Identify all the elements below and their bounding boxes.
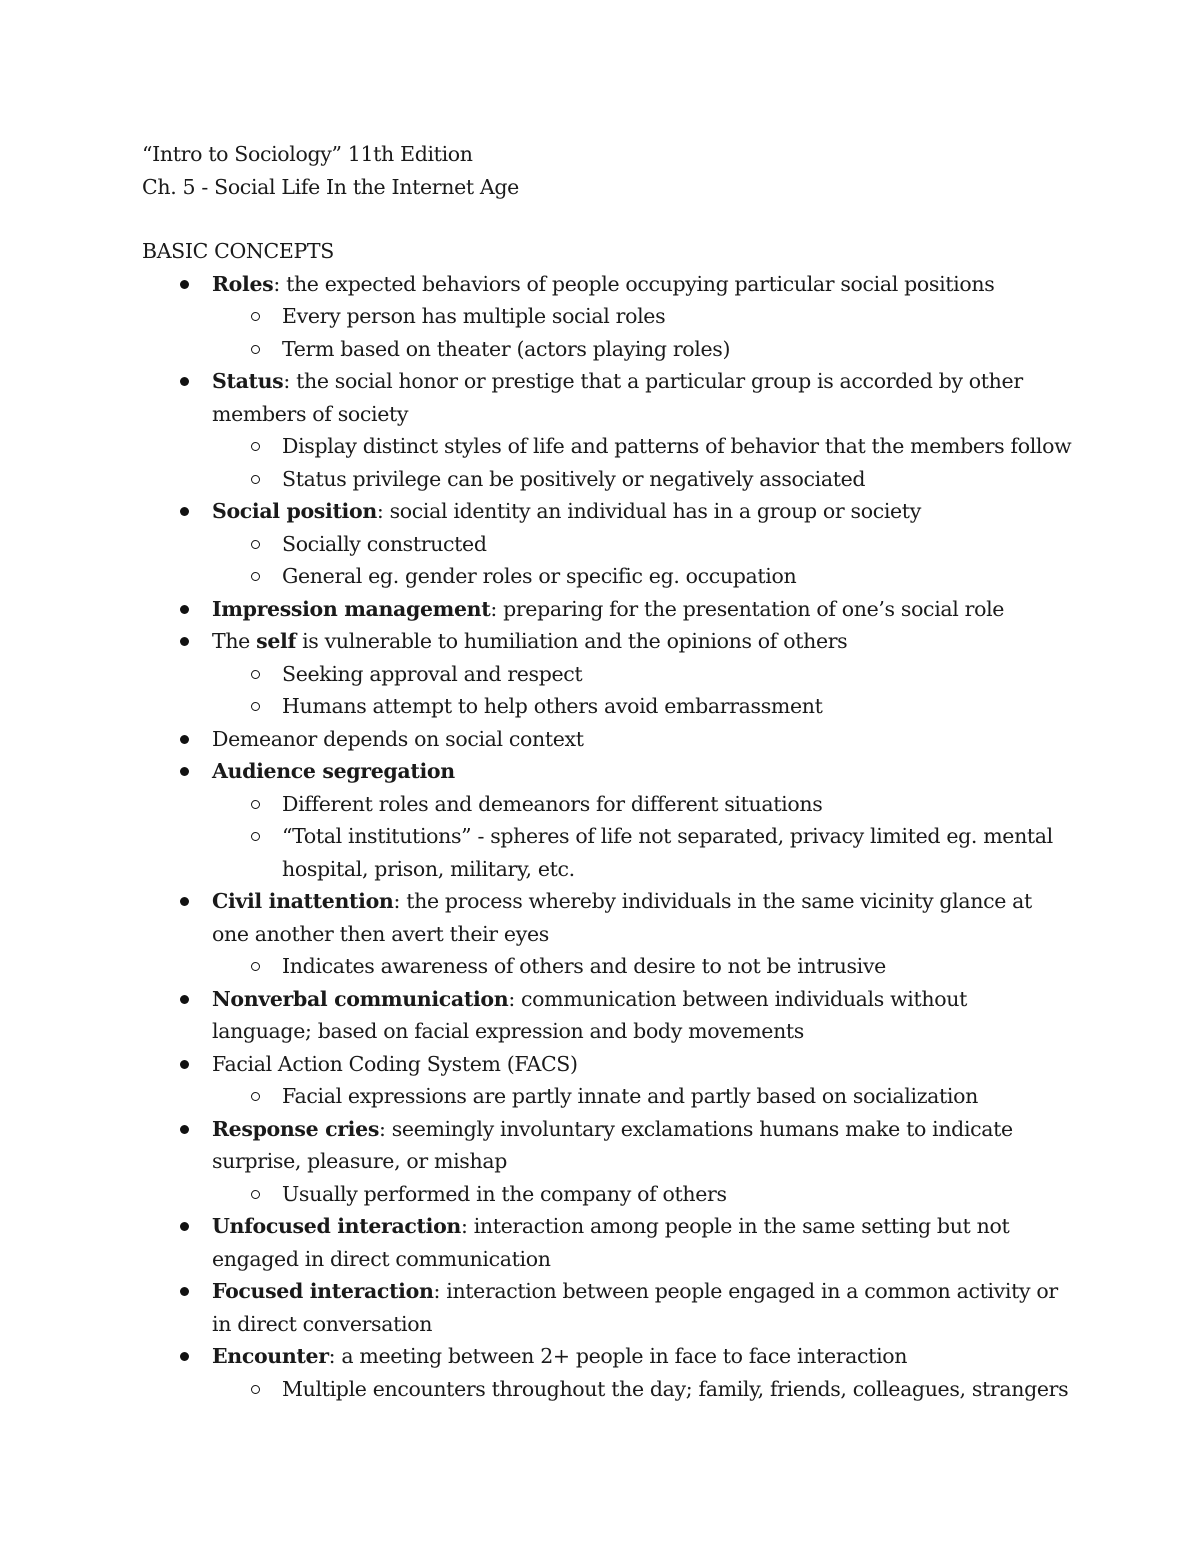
sub-item xyxy=(282,1080,1072,1113)
sub-item xyxy=(282,788,1072,821)
bullet-circle-icon xyxy=(251,1190,260,1199)
bullet-dot-icon xyxy=(180,377,189,386)
bullet-dot-icon xyxy=(180,280,189,289)
bullet-circle-icon xyxy=(251,670,260,679)
bullet-circle-icon xyxy=(251,1385,260,1394)
concept-item xyxy=(212,495,1072,593)
bullet-circle-icon xyxy=(251,702,260,711)
sub-item-text: General eg. gender roles or specific eg. occupation xyxy=(282,564,797,588)
concept-term: Impression management xyxy=(212,596,491,621)
concept-item xyxy=(212,593,1072,626)
sub-list xyxy=(212,300,1072,365)
bullet-circle-icon xyxy=(251,345,260,354)
sub-item-text: Usually performed in the company of others xyxy=(282,1181,727,1206)
sub-item xyxy=(282,1178,1072,1211)
sub-item xyxy=(282,333,1072,366)
sub-item xyxy=(282,1373,1072,1406)
bullet-dot-icon xyxy=(180,637,189,646)
concept-definition: : social identity an individual has in a group or society xyxy=(376,499,921,523)
concept-definition: : communication between individuals without language; based on facial expression and body movements xyxy=(212,986,967,1043)
bullet-dot-icon xyxy=(180,1060,189,1069)
section-heading: BASIC CONCEPTS xyxy=(142,239,334,263)
sub-list xyxy=(212,950,1072,983)
concept-item xyxy=(212,1340,1072,1405)
bullet-circle-icon xyxy=(251,800,260,809)
concept-item xyxy=(212,755,1072,885)
concept-definition: : preparing for the presentation of one’s social role xyxy=(490,596,1005,621)
concept-term: Civil inattention xyxy=(212,889,394,913)
sub-item-text: “Total institutions” - spheres of life not separated, privacy limited eg. mental hospital, prison, military, etc. xyxy=(282,824,1053,881)
sub-item xyxy=(282,528,1072,561)
bullet-circle-icon xyxy=(251,540,260,549)
concept-item xyxy=(212,983,1072,1048)
sub-item-text: Different roles and demeanors for different situations xyxy=(282,791,823,816)
concept-item xyxy=(212,365,1072,495)
sub-item xyxy=(282,950,1072,983)
bullet-dot-icon xyxy=(180,1287,189,1296)
bullet-circle-icon xyxy=(251,962,260,971)
concept-item xyxy=(212,625,1072,723)
concept-term: Roles xyxy=(212,271,274,296)
concept-item xyxy=(212,1210,1072,1275)
sub-list xyxy=(212,1178,1072,1211)
bullet-circle-icon xyxy=(251,572,260,581)
concept-definition: is vulnerable to humiliation and the opinions of others xyxy=(295,629,848,653)
book-title: “Intro to Sociology” 11th Edition xyxy=(142,142,473,166)
sub-item-text: Term based on theater (actors playing roles) xyxy=(282,336,731,361)
sub-list xyxy=(212,528,1072,593)
sub-item xyxy=(282,658,1072,691)
concept-definition: : interaction among people in the same setting but not engaged in direct communication xyxy=(212,1214,1010,1271)
bullet-circle-icon xyxy=(251,442,260,451)
concept-term: self xyxy=(256,629,296,653)
bullet-dot-icon xyxy=(180,605,189,614)
bullet-dot-icon xyxy=(180,1352,189,1361)
concept-item xyxy=(212,1113,1072,1211)
sub-item xyxy=(282,300,1072,333)
concept-definition: : interaction between people engaged in a common activity or in direct conversation xyxy=(212,1279,1058,1336)
sub-item-text: Socially constructed xyxy=(282,531,487,556)
concept-term: Focused interaction xyxy=(212,1279,434,1303)
chapter-title: Ch. 5 - Social Life In the Internet Age xyxy=(142,174,519,199)
bullet-dot-icon xyxy=(180,1222,189,1231)
bullet-circle-icon xyxy=(251,475,260,484)
sub-list xyxy=(212,788,1072,886)
concept-definition: Facial Action Coding System (FACS) xyxy=(212,1051,578,1076)
concept-definition: : the expected behaviors of people occupying particular social positions xyxy=(273,271,995,296)
concept-prefix: The xyxy=(212,629,257,653)
sub-list xyxy=(212,430,1072,495)
concept-definition: : the social honor or prestige that a particular group is accorded by other members of society xyxy=(212,369,1023,426)
concept-definition: : the process whereby individuals in the same vicinity glance at one another then avert their eyes xyxy=(212,889,1032,946)
bullet-dot-icon xyxy=(180,735,189,744)
sub-item-text: Indicates awareness of others and desire to not be intrusive xyxy=(282,954,886,978)
concept-definition: : seemingly involuntary exclamations humans make to indicate surprise, pleasure, or mishap xyxy=(212,1116,1013,1173)
sub-item xyxy=(282,430,1072,463)
sub-item xyxy=(282,820,1072,885)
bullet-dot-icon xyxy=(180,897,189,906)
concept-term: Encounter xyxy=(212,1344,329,1368)
concept-definition: : a meeting between 2+ people in face to face interaction xyxy=(328,1344,908,1368)
bullet-circle-icon xyxy=(251,312,260,321)
sub-item-text: Status privilege can be positively or negatively associated xyxy=(282,466,866,491)
concept-item xyxy=(212,1275,1072,1340)
bullet-circle-icon xyxy=(251,832,260,841)
concept-item xyxy=(212,268,1072,366)
concept-definition: Demeanor depends on social context xyxy=(212,726,584,751)
sub-item xyxy=(282,560,1072,593)
concept-term: Audience segregation xyxy=(212,759,455,783)
concept-term: Unfocused interaction xyxy=(212,1214,461,1238)
sub-list xyxy=(212,1080,1072,1113)
blank-line xyxy=(142,203,1072,235)
sub-list xyxy=(212,658,1072,723)
sub-item-text: Multiple encounters throughout the day; family, friends, colleagues, strangers xyxy=(282,1376,1069,1401)
sub-item xyxy=(282,463,1072,496)
concept-term: Response cries xyxy=(212,1116,380,1141)
concept-term: Nonverbal communication xyxy=(212,986,509,1011)
concept-item xyxy=(212,885,1072,983)
sub-item-text: Facial expressions are partly innate and partly based on socialization xyxy=(282,1084,978,1108)
sub-item-text: Display distinct styles of life and patterns of behavior that the members follow xyxy=(282,434,1072,458)
bullet-circle-icon xyxy=(251,1092,260,1101)
sub-item-text: Seeking approval and respect xyxy=(282,661,583,686)
bullet-dot-icon xyxy=(180,767,189,776)
concept-item xyxy=(212,723,1072,756)
concept-term: Social position xyxy=(212,499,377,523)
document-body xyxy=(142,138,1072,1405)
bullet-dot-icon xyxy=(180,507,189,516)
sub-list xyxy=(212,1373,1072,1406)
sub-item-text: Every person has multiple social roles xyxy=(282,304,666,328)
sub-item-text: Humans attempt to help others avoid embarrassment xyxy=(282,694,823,718)
concept-list xyxy=(142,268,1072,1406)
concept-item xyxy=(212,1048,1072,1113)
bullet-dot-icon xyxy=(180,1125,189,1134)
bullet-dot-icon xyxy=(180,995,189,1004)
concept-term: Status xyxy=(212,369,284,393)
sub-item xyxy=(282,690,1072,723)
